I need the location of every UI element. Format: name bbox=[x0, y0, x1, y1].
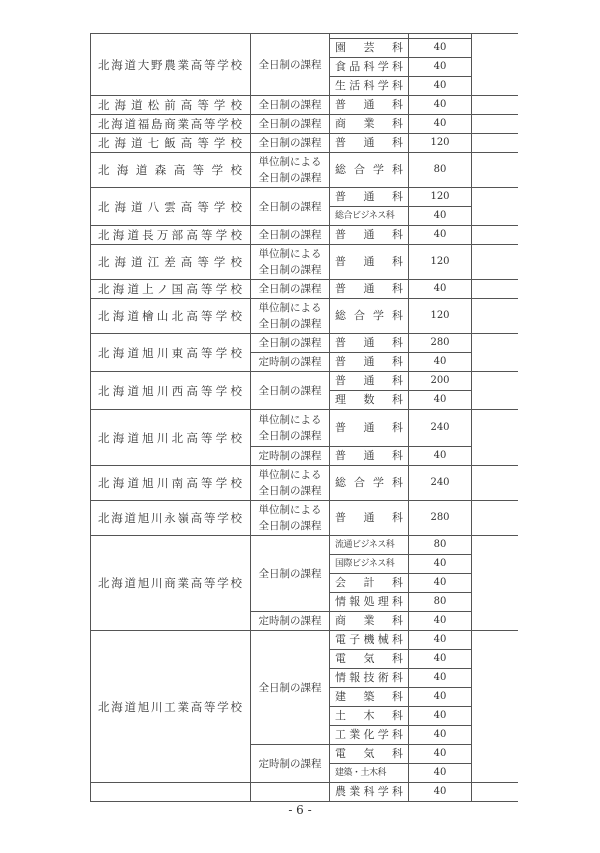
department-name: 普通科 bbox=[330, 447, 409, 466]
department-name: 普通科 bbox=[330, 188, 409, 207]
capacity: 120 bbox=[409, 245, 472, 280]
table-row bbox=[91, 783, 519, 802]
course-type: 全日制の課程 bbox=[251, 115, 330, 134]
department-name: 理数科 bbox=[330, 391, 409, 410]
school-name: 北海道大野農業高等学校 bbox=[91, 34, 251, 96]
table-row bbox=[91, 280, 519, 299]
capacity: 40 bbox=[409, 574, 472, 593]
page-number: - 6 - bbox=[288, 803, 312, 817]
capacity: 240 bbox=[409, 466, 472, 501]
table-row bbox=[91, 134, 519, 153]
course-type: 単位制による 全日制の課程 bbox=[251, 299, 330, 334]
table-row bbox=[91, 372, 519, 391]
school-name: 北海道江差高等学校 bbox=[91, 245, 251, 280]
department-name: 商業科 bbox=[330, 115, 409, 134]
table-row bbox=[91, 226, 519, 245]
course-type: 全日制の課程 bbox=[251, 188, 330, 226]
capacity: 200 bbox=[409, 372, 472, 391]
department-name: 普通科 bbox=[330, 226, 409, 245]
capacity: 240 bbox=[409, 410, 472, 447]
course-type: 単位制による 全日制の課程 bbox=[251, 501, 330, 536]
notes-cell bbox=[472, 410, 519, 466]
notes-cell bbox=[472, 783, 519, 802]
capacity: 40 bbox=[409, 58, 472, 77]
school-name: 北海道旭川永嶺高等学校 bbox=[91, 501, 251, 536]
notes-cell bbox=[472, 96, 519, 115]
capacity: 40 bbox=[409, 631, 472, 650]
department-name: 国際ビジネス科 bbox=[330, 555, 409, 574]
school-name: 北海道旭川工業高等学校 bbox=[91, 631, 251, 783]
course-type: 単位制による 全日制の課程 bbox=[251, 153, 330, 188]
capacity: 40 bbox=[409, 555, 472, 574]
school-name: 北海道旭川南高等学校 bbox=[91, 466, 251, 501]
department-name: 情報技術科 bbox=[330, 669, 409, 688]
course-type: 定時制の課程 bbox=[251, 612, 330, 631]
capacity: 40 bbox=[409, 726, 472, 745]
table-row bbox=[91, 501, 519, 536]
department-name: 園芸科 bbox=[330, 39, 409, 58]
table-row bbox=[91, 188, 519, 207]
capacity: 40 bbox=[409, 745, 472, 764]
table-row bbox=[91, 536, 519, 555]
capacity: 40 bbox=[409, 226, 472, 245]
department-name: 商業科 bbox=[330, 612, 409, 631]
school-name: 北海道旭川北高等学校 bbox=[91, 410, 251, 466]
capacity: 280 bbox=[409, 501, 472, 536]
department-name: 総合学科 bbox=[330, 299, 409, 334]
course-type: 全日制の課程 bbox=[251, 334, 330, 353]
school-name: 北海道松前高等学校 bbox=[91, 96, 251, 115]
department-name: 普通科 bbox=[330, 372, 409, 391]
table-row bbox=[91, 115, 519, 134]
capacity: 40 bbox=[409, 707, 472, 726]
department-name: 普通科 bbox=[330, 334, 409, 353]
notes-cell bbox=[472, 631, 519, 783]
school-name: 北海道七飯高等学校 bbox=[91, 134, 251, 153]
capacity: 40 bbox=[409, 650, 472, 669]
department-name: 工業化学科 bbox=[330, 726, 409, 745]
course-type: 全日制の課程 bbox=[251, 536, 330, 612]
table-row bbox=[91, 631, 519, 650]
department-name: 総合ビジネス科 bbox=[330, 207, 409, 226]
course-type: 定時制の課程 bbox=[251, 353, 330, 372]
notes-cell bbox=[472, 34, 519, 96]
notes-cell bbox=[472, 115, 519, 134]
capacity: 120 bbox=[409, 188, 472, 207]
course-type: 全日制の課程 bbox=[251, 280, 330, 299]
department-name: 食品科学科 bbox=[330, 58, 409, 77]
table-row bbox=[91, 334, 519, 353]
course-type: 全日制の課程 bbox=[251, 226, 330, 245]
capacity: 120 bbox=[409, 299, 472, 334]
notes-cell bbox=[472, 466, 519, 501]
department-name: 電気科 bbox=[330, 745, 409, 764]
capacity: 280 bbox=[409, 334, 472, 353]
course-type: 全日制の課程 bbox=[251, 372, 330, 410]
course-type: 定時制の課程 bbox=[251, 745, 330, 783]
school-name: 北海道旭川西高等学校 bbox=[91, 372, 251, 410]
table-row bbox=[91, 153, 519, 188]
table-row bbox=[91, 96, 519, 115]
department-name: 普通科 bbox=[330, 134, 409, 153]
capacity: 40 bbox=[409, 115, 472, 134]
course-type: 単位制による 全日制の課程 bbox=[251, 410, 330, 447]
department-name: 普通科 bbox=[330, 353, 409, 372]
capacity: 80 bbox=[409, 153, 472, 188]
department-name: 建築・土木科 bbox=[330, 764, 409, 783]
notes-cell bbox=[472, 536, 519, 631]
capacity: 40 bbox=[409, 391, 472, 410]
department-name: 土木科 bbox=[330, 707, 409, 726]
capacity: 40 bbox=[409, 96, 472, 115]
course-type: 全日制の課程 bbox=[251, 631, 330, 745]
course-type: 単位制による 全日制の課程 bbox=[251, 466, 330, 501]
department-name: 普通科 bbox=[330, 245, 409, 280]
capacity: 40 bbox=[409, 669, 472, 688]
department-name: 普通科 bbox=[330, 410, 409, 447]
capacity: 80 bbox=[409, 593, 472, 612]
course-type: 全日制の課程 bbox=[251, 134, 330, 153]
department-name: 建築科 bbox=[330, 688, 409, 707]
capacity: 40 bbox=[409, 783, 472, 802]
notes-cell bbox=[472, 134, 519, 153]
capacity: 40 bbox=[409, 77, 472, 96]
notes-cell bbox=[472, 226, 519, 245]
notes-cell bbox=[472, 299, 519, 334]
school-name: 北海道森高等学校 bbox=[91, 153, 251, 188]
enrollment-table-container bbox=[90, 33, 518, 804]
enrollment-table bbox=[90, 33, 518, 802]
course-type: 定時制の課程 bbox=[251, 447, 330, 466]
department-name: 電気科 bbox=[330, 650, 409, 669]
school-name: 北海道上ノ国高等学校 bbox=[91, 280, 251, 299]
table-row bbox=[91, 410, 519, 447]
department-name: 会計科 bbox=[330, 574, 409, 593]
school-name: 北海道八雲高等学校 bbox=[91, 188, 251, 226]
table-row bbox=[91, 466, 519, 501]
school-name: 北海道福島商業高等学校 bbox=[91, 115, 251, 134]
department-name: 総合学科 bbox=[330, 466, 409, 501]
department-name: 総合学科 bbox=[330, 153, 409, 188]
department-name: 生活科学科 bbox=[330, 77, 409, 96]
notes-cell bbox=[472, 334, 519, 372]
capacity: 80 bbox=[409, 536, 472, 555]
notes-cell bbox=[472, 372, 519, 410]
capacity: 40 bbox=[409, 280, 472, 299]
department-name: 農業科学科 bbox=[330, 783, 409, 802]
school-name: 北海道長万部高等学校 bbox=[91, 226, 251, 245]
capacity: 40 bbox=[409, 612, 472, 631]
capacity: 40 bbox=[409, 39, 472, 58]
course-type: 全日制の課程 bbox=[251, 96, 330, 115]
department-name: 普通科 bbox=[330, 501, 409, 536]
table-row bbox=[91, 245, 519, 280]
school-name bbox=[91, 783, 251, 802]
capacity: 40 bbox=[409, 447, 472, 466]
school-name: 北海道檜山北高等学校 bbox=[91, 299, 251, 334]
department-name: 普通科 bbox=[330, 96, 409, 115]
notes-cell bbox=[472, 501, 519, 536]
notes-cell bbox=[472, 245, 519, 280]
notes-cell bbox=[472, 153, 519, 188]
department-name: 流通ビジネス科 bbox=[330, 536, 409, 555]
capacity: 40 bbox=[409, 353, 472, 372]
table-row bbox=[91, 299, 519, 334]
capacity: 120 bbox=[409, 134, 472, 153]
department-name: 普通科 bbox=[330, 280, 409, 299]
course-type: 全日制の課程 bbox=[251, 34, 330, 96]
capacity: 40 bbox=[409, 207, 472, 226]
notes-cell bbox=[472, 188, 519, 226]
school-name: 北海道旭川商業高等学校 bbox=[91, 536, 251, 631]
course-type: 単位制による 全日制の課程 bbox=[251, 245, 330, 280]
department-name: 電子機械科 bbox=[330, 631, 409, 650]
capacity: 40 bbox=[409, 688, 472, 707]
notes-cell bbox=[472, 280, 519, 299]
course-type bbox=[251, 783, 330, 802]
capacity: 40 bbox=[409, 764, 472, 783]
department-name: 情報処理科 bbox=[330, 593, 409, 612]
school-name: 北海道旭川東高等学校 bbox=[91, 334, 251, 372]
